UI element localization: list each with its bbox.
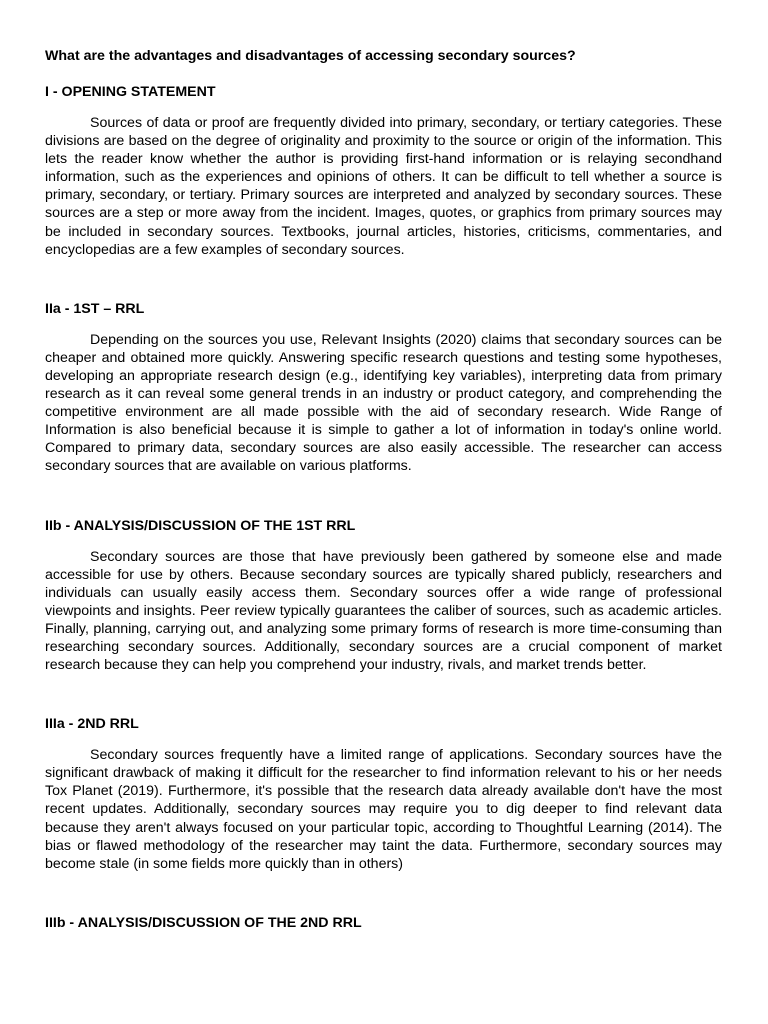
section-paragraph: Secondary sources frequently have a limited range of applications. Secondary sources have the significant drawback of making it difficult for the researcher to find information relevant to his or her needs Tox Planet (2019). Furthermore, it's possible that the research data already available don't have the most recent updates. Additionally, secondary sources may require you to dig deeper to find relevant data because they aren't always focused on your particular topic, according to Thoughtful Learning (2014). The bias or flawed methodology of the researcher may taint the data. Furthermore, secondary sources may become stale (in some fields more quickly than in others) <box>45 747 722 872</box>
section-paragraph: Secondary sources are those that have previously been gathered by someone else and made accessible for use by others. Because secondary sources are typically shared publicly, researchers and individuals can usually easily access them. Secondary sources offer a wide range of professional viewpoints and insights. Peer review typically guarantees the caliber of sources, such as academic articles. Finally, planning, carrying out, and analyzing some primary forms of research is more time-consuming than researching secondary sources. Additionally, secondary sources are a crucial component of market research because they can help you comprehend your industry, rivals, and market trends better. <box>45 548 722 674</box>
section-heading: IIa - 1ST – RRL <box>45 300 145 317</box>
section-paragraph: Sources of data or proof are frequently divided into primary, secondary, or tertiary categories. These divisions are based on the degree of originality and proximity to the source or origin of the information. This lets the reader know whether the author is providing first-hand information or is relaying secondhand information, such as the experiences and opinions of others. It can be difficult to tell whether a source is primary, secondary, or tertiary. Primary sources are interpreted and analyzed by secondary sources. These sources are a step or more away from the incident. Images, quotes, or graphics from primary sources may be included in secondary sources. Textbooks, journal articles, histories, criticisms, commentaries, and encyclopedias are a few examples of secondary sources. <box>45 115 722 258</box>
section-1st-rrl <box>45 299 722 476</box>
section-analysis-2nd-rrl <box>45 913 722 933</box>
section-analysis-1st-rrl <box>45 516 722 675</box>
section-heading: IIIa - 2ND RRL <box>45 716 139 733</box>
document-page <box>45 46 722 945</box>
section-2nd-rrl <box>45 714 722 873</box>
document-question: What are the advantages and disadvantages of accessing secondary sources? <box>45 48 576 64</box>
section-heading: IIb - ANALYSIS/DISCUSSION OF THE 1ST RRL <box>45 517 356 534</box>
section-paragraph: Depending on the sources you use, Relevant Insights (2020) claims that secondary sources can be cheaper and obtained more quickly. Answering specific research questions and testing some hypotheses, developing an appropriate research design (e.g., identifying key variables), interpreting data from primary research as it can reveal some general trends in an industry or product category, and comprehending the competitive environment are all made possible with the aid of secondary research. Wide Range of Information is also beneficial because it is simple to gather a lot of information in today's online world. Compared to primary data, secondary sources are also easily accessible. The researcher can access secondary sources that are available on various platforms. <box>45 331 722 475</box>
section-heading: I - OPENING STATEMENT <box>45 84 216 100</box>
section-opening-statement <box>45 82 722 259</box>
section-heading: IIIb - ANALYSIS/DISCUSSION OF THE 2ND RRL <box>45 914 362 931</box>
